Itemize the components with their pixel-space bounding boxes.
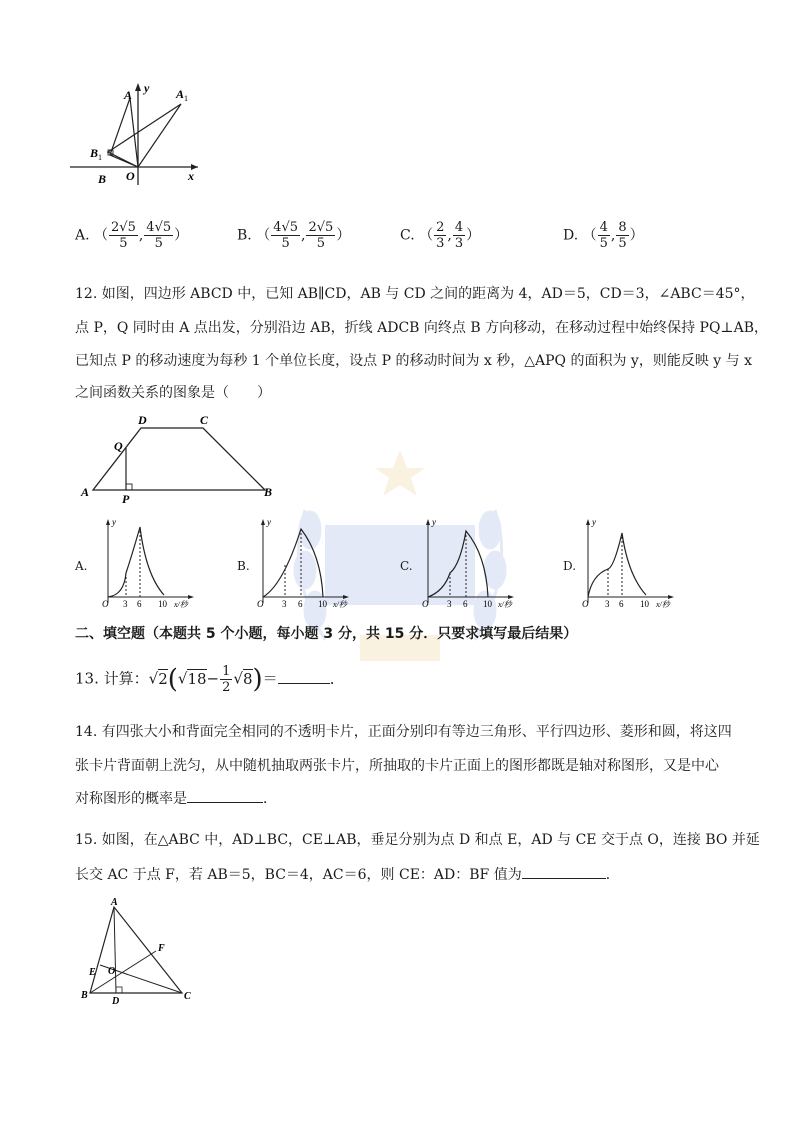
q12-graph-a [100, 515, 200, 610]
q11-label-x: x [188, 169, 194, 183]
q11-option-x: $\frac{2}{3}$ [436, 220, 445, 251]
q12-graph-c-letter: C. [400, 559, 413, 573]
q12-label-D: D [138, 413, 147, 427]
q14-line-1: 14. 有四张大小和背面完全相同的不透明卡片，正面分别印有等边三角形、平行四边形、菱形和圆，将这四 [75, 724, 732, 740]
q13-equals: ＝ [262, 669, 278, 688]
q12-graph-a-letter: A. [75, 559, 88, 573]
q12-label-C: C [200, 413, 209, 427]
q15-label-D: D [112, 996, 120, 1007]
graph-tick-10: 10 [483, 599, 492, 609]
graph-tick-6: 6 [298, 599, 303, 609]
q13-half: $\frac{1}{2}$ [222, 664, 231, 695]
q12-label-Q: Q [114, 439, 123, 453]
section-heading: 二、填空题（本题共 5 个小题，每小题 3 分，共 15 分．只要求填写最后结果） [75, 626, 578, 642]
q13-sqrt18: 18 [187, 669, 207, 688]
graph-tick-3: 3 [282, 599, 287, 609]
graph-origin-label: O [257, 599, 264, 609]
q13-expression: 13. 计算：√2(√18− $\frac{1}{2}$ √8)＝ ． [75, 664, 345, 695]
q11-option-x: $\frac{4}{5}$ [599, 220, 608, 251]
q11-label-y: y [144, 81, 150, 95]
graph-origin-label: O [102, 599, 109, 609]
graph-tick-6: 6 [463, 599, 468, 609]
q13-sqrt8: 8 [242, 669, 253, 688]
q13-suffix: ． [329, 669, 345, 688]
q11-option-y: $\frac{4√5}{5}$ [146, 220, 172, 251]
q11-option-letter: C. [400, 227, 415, 244]
graph-origin-label: O [422, 599, 429, 609]
q11-option-d: D. （ $\frac{4}{5}$ , $\frac{8}{5}$ ） [563, 220, 644, 251]
q15-line-1: 15. 如图，在△ABC 中，AD⊥BC，CE⊥AB，垂足分别为点 D 和点 E，AD 与 CE 交于点 O，连接 BO 并延 [75, 832, 760, 848]
graph-x-label: x/秒 [333, 600, 347, 609]
graph-y-label: y [432, 517, 436, 527]
q11-label-A1: A [176, 87, 185, 101]
q11-label-A1-sub: 1 [184, 94, 188, 103]
q15-label-A: A [111, 897, 118, 908]
q12-line-1: 12. 如图，四边形 ABCD 中，已知 AB∥CD，AB 与 CD 之间的距离为 4，AD＝5，CD＝3，∠ABC＝45°， [75, 286, 755, 302]
q12-line-3: 已知点 P 的移动速度为每秒 1 个单位长度，设点 P 的移动时间为 x 秒，△APQ 的面积为 y，则能反映 y 与 x [75, 353, 752, 369]
q12-label-A: A [81, 485, 90, 499]
q12-graph-d-letter: D. [563, 559, 577, 573]
graph-y-label: y [112, 517, 116, 527]
graph-tick-10: 10 [640, 599, 649, 609]
graph-x-label: x/秒 [174, 600, 188, 609]
q15-label-O: O [108, 966, 116, 977]
q14-line-2: 张卡片背面朝上洗匀，从中随机抽取两张卡片，所抽取的卡片正面上的图形都既是轴对称图形，又是中心 [75, 758, 719, 774]
q12-graph-c [420, 515, 525, 610]
q12-graph-b [255, 515, 360, 610]
q12-label-P: P [122, 492, 130, 505]
graph-x-label: x/秒 [498, 600, 512, 609]
q11-label-B: B [98, 172, 107, 186]
q12-line-2: 点 P，Q 同时由 A 点出发，分别沿边 AB，折线 ADCB 向终点 B 方向移动，在移动过程中始终保持 PQ⊥AB， [75, 320, 768, 336]
q13-prefix: 13. 计算： [75, 669, 149, 688]
graph-origin-label: O [582, 599, 589, 609]
q11-option-y: $\frac{8}{5}$ [618, 220, 627, 251]
q15-label-F: F [158, 943, 165, 954]
q12-figure [78, 410, 288, 505]
q15-label-E: E [89, 967, 96, 978]
q11-option-x: $\frac{4√5}{5}$ [273, 220, 299, 251]
graph-tick-6: 6 [619, 599, 624, 609]
q15-answer-blank[interactable] [522, 864, 606, 879]
graph-tick-6: 6 [137, 599, 142, 609]
graph-tick-3: 3 [447, 599, 452, 609]
q11-option-y: $\frac{2√5}{5}$ [308, 220, 334, 251]
q12-graph-b-letter: B. [237, 559, 250, 573]
graph-tick-3: 3 [123, 599, 128, 609]
q15-figure [80, 895, 200, 1007]
q14-answer-blank[interactable] [187, 788, 263, 803]
q12-label-B: B [264, 485, 273, 499]
q11-option-y: $\frac{4}{3}$ [454, 220, 464, 251]
q12-graph-d [580, 515, 685, 610]
graph-y-label: y [267, 517, 271, 527]
graph-tick-10: 10 [318, 599, 327, 609]
q15-label-C: C [184, 991, 191, 1002]
graph-y-label: y [592, 517, 596, 527]
q14-line-3: 对称图形的概率是 ． [75, 788, 277, 809]
q11-option-letter: A. [75, 227, 90, 244]
q11-figure [70, 80, 210, 190]
graph-tick-10: 10 [158, 599, 167, 609]
q15-line-2: 长交 AC 于点 F，若 AB＝5，BC＝4，AC＝6，则 CE：AD：BF 值为 ． [75, 864, 620, 885]
q11-label-B1: B [90, 146, 99, 160]
q11-option-x: $\frac{2√5}{5}$ [111, 220, 136, 251]
q11-label-O: O [126, 169, 135, 183]
q11-label-B1-sub: 1 [98, 153, 102, 162]
q13-sqrt2: 2 [158, 669, 168, 688]
q12-line-4: 之间函数关系的图象是（ ） [75, 385, 271, 401]
q11-option-b: B. （ $\frac{4√5}{5}$ , $\frac{2√5}{5}$ ） [237, 220, 351, 251]
q11-option-c: C. （ $\frac{2}{3}$ , $\frac{4}{3}$ ） [400, 220, 481, 251]
q15-label-B: B [81, 990, 88, 1001]
q13-answer-blank[interactable] [278, 669, 330, 684]
q11-option-letter: B. [237, 227, 252, 244]
q11-option-a: A. （ $\frac{2√5}{5}$ , $\frac{4√5}{5}$ ） [75, 220, 189, 251]
graph-x-label: x/秒 [656, 600, 670, 609]
q11-option-letter: D. [563, 227, 579, 244]
graph-tick-3: 3 [605, 599, 610, 609]
q11-label-A: A [124, 88, 133, 102]
